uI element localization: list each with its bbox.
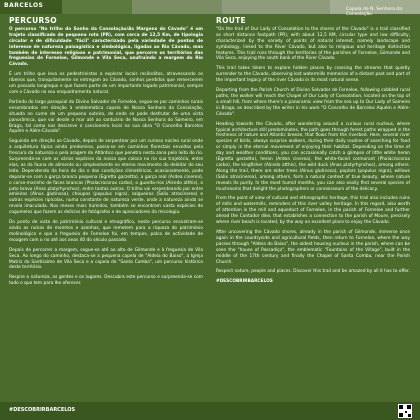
pt-paragraph-2: É um trilho que leva os pedestrinistas a explorar locais recônditos, atravessando os ribeiros que, tranquilamente se entregam ao Cávado, sonhos perdidos que remercerem um passado longínquo e que fazem parte de um importante legado patrimonial, sempre com o Cávado no seu enquadramento natural. — [9, 72, 203, 95]
en-paragraph-6: After uncovering the Cávado shores, already in the parish of Gilmonde, immerse once again in the countryside and agricultural fields, then return to Forneloe, where the way passes through "Aldeia do Baixo", the oldest housing nucleus in the parish, where can be seen the "house of Passadiço", the emblematic "Fountains of the Village", built in the middle of the 17th century and finally the Chapel of Santa Comba, near the Parish Church. — [216, 230, 410, 265]
pt-paragraph-4: Seguindo em direção ao Cávado, depois de serpentear por um curioso núcleo rural onde a arquitetura típica ainda predomina, passa-se em caminhos florestais envoltos pela frescura da natureza e pela aragem do Atlântico que penetra nesta zona pelo leito do rio. Surpreenda-se com os vários espécies da nossa que coloca no rio sua trajetória, entre elas, as da fauna de alimento ou simplesmente no eterno movimento do deleitar do seu leito. Dependendo da hora do dia e das condições climatéricas, ocasionalmente, pode deparar-se com a garça branca pequena (Egretta garzetta), a garça real (Ardea cinerea), o corvo-marinho de faces brancas (Phalacrocorax carbo), o guarda-rios (Alcedo atthis), o pato bravo (Anas platyrhynchos), entre tantas outras. O trilho vai serpenteando por entre amieiros (Alnus glutinosa), choupos (populus nigra), salgueiros (Salix atrocinerea) e outras espécies ripícolas, numa constante de natureza verde, onde a natureza ainda se revela imaculada. Nos meses mais húmidos, também se encontram vasta espécies de cogumelos que fazem as delícias de fotógrafos e de apreciadores da micologia. — [9, 139, 203, 216]
photo-caption: Capela de N. Senhora da Consolação — [346, 7, 402, 17]
en-paragraph-4: Heading towards the Cávado, after wandering around a curious rural nucleus, where typical architecture still predominates, the path goes through forest paths wrapped in the freshness of nature and Atlantic breeze, that flows from the riverbed. Here, several river species of birds, always surprise walkers, during their daily routine of searching for food or simply in the eternal movement of enjoying their habitat. Depending on the time of day and weather conditions, you can occasionally catch a glimpse of little white heron (Egretta garzetta), heron (Ardea cinerea), the white-faced cormorant (Phalacrocorax carbo), the kingfisher (Alcedo atthis), the wild duck (Anas platyrhynchos), among others. Along the trail, there are elder trees (Alnus glutinosa), poplars (populus nigra), willows (Salix atrocinerea), among others, form a natural context of true beauty, where nature reveals its purity. In the most humid months, you can also easily find several species of mushrooms that delight the photographers or connoisseurs of the delicacy. — [216, 121, 410, 192]
en-paragraph-1: "On the trail of Our Lady of Consolation to the shores of the Cávado" is a trail classified as short distance footpath (PR), with about 12,5 KM, circular type and low difficulty, characterized by the variety of points of natural interest, namely landscape and symbology, linked to the River Cávado, but also to religious and heritage distinctive features. This trail runs through the territories of the parishes of Forneloe, Gilmonde and Vila Seca, enjoying the south bank of the River Cávado. — [216, 26, 410, 62]
barcelos-logo: BARCELOS — [4, 2, 44, 9]
pt-paragraph-7: Respire a natureza, as gentes e os lugares. Descubra este percurso e surpreenda-se com tudo o que tem para lhe oferecer. — [9, 275, 203, 287]
logo-area — [0, 0, 62, 14]
photo-landscape-2 — [132, 0, 222, 14]
en-paragraph-2: This trail takes hikers to explore hidden places by crossing the streams that quietly surrender to the Cávado, observing lost watermills memories of a distant past and part of the important legacy of the river Cávado in its most natural sense. — [216, 66, 410, 84]
en-hashtag: #DESCOBRIRBARCELOS — [216, 279, 273, 285]
en-paragraph-7: Respect nature, people and places. Discover this trail and be amazed by all it has to offer. — [216, 269, 410, 275]
en-paragraph-5: From the point of view of cultural and ethnographic heritage, this trail also includes ruins of mills and watermills, reminders of this river valley heritage. In this regard, also worth of attention is the mill and aqueduct of Forneloe, in the parish of Forneloe and further ahead the Contador dike, that establishes a connection to the parish of Moure, precisely where river beach is located, by the way an excellent place to enjoy the Cávado. — [216, 196, 410, 226]
pt-paragraph-1: O percurso "No trilho do Sonho da Consolação/As Margens do Cávado" é um trajeto classificado de pequena rota (PR), com cerca de 12,5 Km, de tipologia circular e de dificuldade "fácil" caracterizado pela variedade de pontos de interesse de natureza paisagística e simbológica, ligadas ao Rio Cávado, mas também de interesse religioso e patrimonial, que percorre os territórios das freguesias de Forneloe, Gilmonde e Vila Seca, usufruindo a margem do Rio Cávado. — [9, 26, 203, 68]
photo-landscape-3 — [222, 0, 330, 14]
qr-code-icon — [398, 404, 412, 418]
en-paragraph-3: Departing from the Parish Church of Divino Salvador de Forneloe, following cobbled rural paths, the walker will reach the Chapel of Our Lady of Consolation, located on the top of a small hill, from where there's a panoramic view from the sea up to Our Lady of Sameiro in Braga, as described by the writer in his work "O Concelho de Barcelos Aquém e Além-Cávado". — [216, 88, 410, 117]
pt-title: PERCURSO — [9, 16, 57, 25]
portuguese-column — [9, 18, 203, 291]
en-title: ROUTE — [216, 16, 246, 25]
footer-bar — [0, 402, 420, 420]
header-photo-strip — [0, 0, 420, 17]
pt-paragraph-5: Do ponto de vista do património cultural e etnográfico, neste percurso encontram-se ainda as ruínas de moinhos e azenhas, que remetem para a riqueza do património molinológico e que a freguesia de Forneloe foi, em tempos, palco de actividade de moagem com o rio até aos anos 40 do século passado. — [9, 220, 203, 243]
english-column — [216, 18, 410, 289]
footer-hashtag: #DESCOBRIRBARCELOS — [9, 407, 76, 413]
photo-landscape-1 — [62, 0, 132, 14]
pt-paragraph-6: Depois de percorrer a margem, segue-se até ao alto de Gilmonde e à freguesia de Vila Seca. Ao longo do caminho, destaca-se a pequena capela de "Aldeia do Baixo", a Igreja Matriz do Santíssimo de Vila Seca e a capela de "Santa Comba", um percurso histórico deste território. — [9, 247, 203, 271]
pt-paragraph-3: Partindo do largo paroquial do Divino Salvador de Forneloe, segue-se por caminhos rurais ensombrados em direção à emblemática capela de Nossa Senhora da Consolação, situada no cume de um pequeno outeiro, de onde se pode desfrutar de uma vista panorâmica, que vai desde o mar até ao santuário de Nossa Senhora do Sameiro, em Braga, tal como nos descreve o cancioneiro local na sua obra "O Concelho Barcelos Aquém e Além-Cávado". — [9, 99, 203, 135]
